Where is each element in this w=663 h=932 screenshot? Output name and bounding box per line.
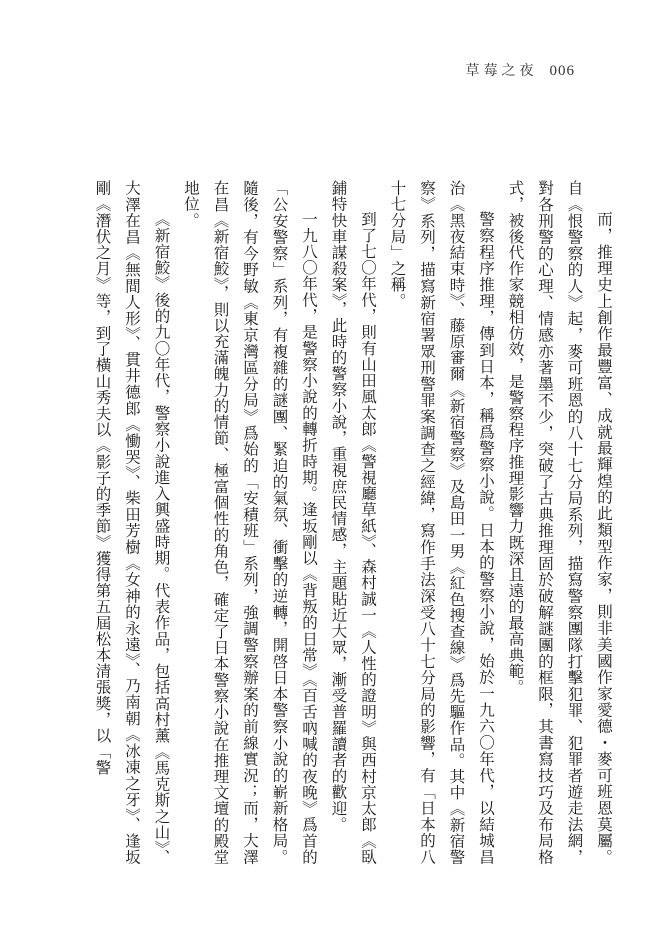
paragraph: 而，推理史上創作最豐富、成就最輝煌的此類型作家，則非美國作家愛德・麥可班恩莫屬。自《恨警察的人》起，麥可班恩的八十七分局系列，描寫警察團隊打擊犯罪、犯罪者遊走法網，對各刑警的心理、情感亦著墨不少，突破了古典推理固於破解謎團的框限，其書寫技巧及布局格式，被後代作家競相仿效，是警察程序推理影響力既深且遠的最高典範。 — [506, 180, 613, 865]
body-text — [28, 180, 618, 865]
paragraph: 到了七〇年代，則有山田風太郎《警視廳草紙》、森村誠一《人性的證明》與西村京太郎《臥鋪特快車謀殺案》，此時的警察小說，重視庶民情感，主題貼近大眾，漸受普羅讀者的歡迎。 — [329, 180, 377, 865]
page-number: 006 — [549, 63, 575, 79]
book-title: 草莓之夜 — [465, 63, 538, 79]
running-head — [466, 60, 576, 80]
paragraph: 《新宿鮫》後的九〇年代，警察小說進入興盛時期。代表作品，包括高村薰《馬克斯之山》、大澤在昌《無間人形》、貫井德郎《慟哭》、柴田芳樹《女神的永遠》、乃南朝《冰凍之牙》、逢坂剛《潛伏之月》等，到了橫山秀夫以《影子的季節》獲得第五屆松本清張獎，以「警 — [93, 180, 171, 865]
paragraph: 警察程序推理，傳到日本，稱爲警察小說。日本的警察小說，始於一九六〇年代，以結城昌治《黑夜結束時》、藤原審爾《新宿警察》及島田一男《紅色搜查線》爲先驅作品。其中《新宿警察》系列，描寫新宿署眾刑警罪案調查之經緯，寫作手法深受八十七分局的影響，有「日本的八十七分局」之稱。 — [388, 180, 495, 865]
paragraph: 一九八〇年代，是警察小說的轉折時期。逢坂剛以《背叛的日常》《百舌吶喊的夜晚》爲首的「公安警察」系列，有複雜的謎團、緊迫的氣氛、衝擊的逆轉，開啓日本警察小說的嶄新格局。隨後，有今野敏《東京灣區分局》爲始的「安積班」系列，強調警察辦案的前線實況；而，大澤在昌《新宿鮫》，則以充滿魄力的情節、極富個性的角色，確定了日本警察小說在推理文壇的殿堂地位。 — [182, 180, 318, 865]
